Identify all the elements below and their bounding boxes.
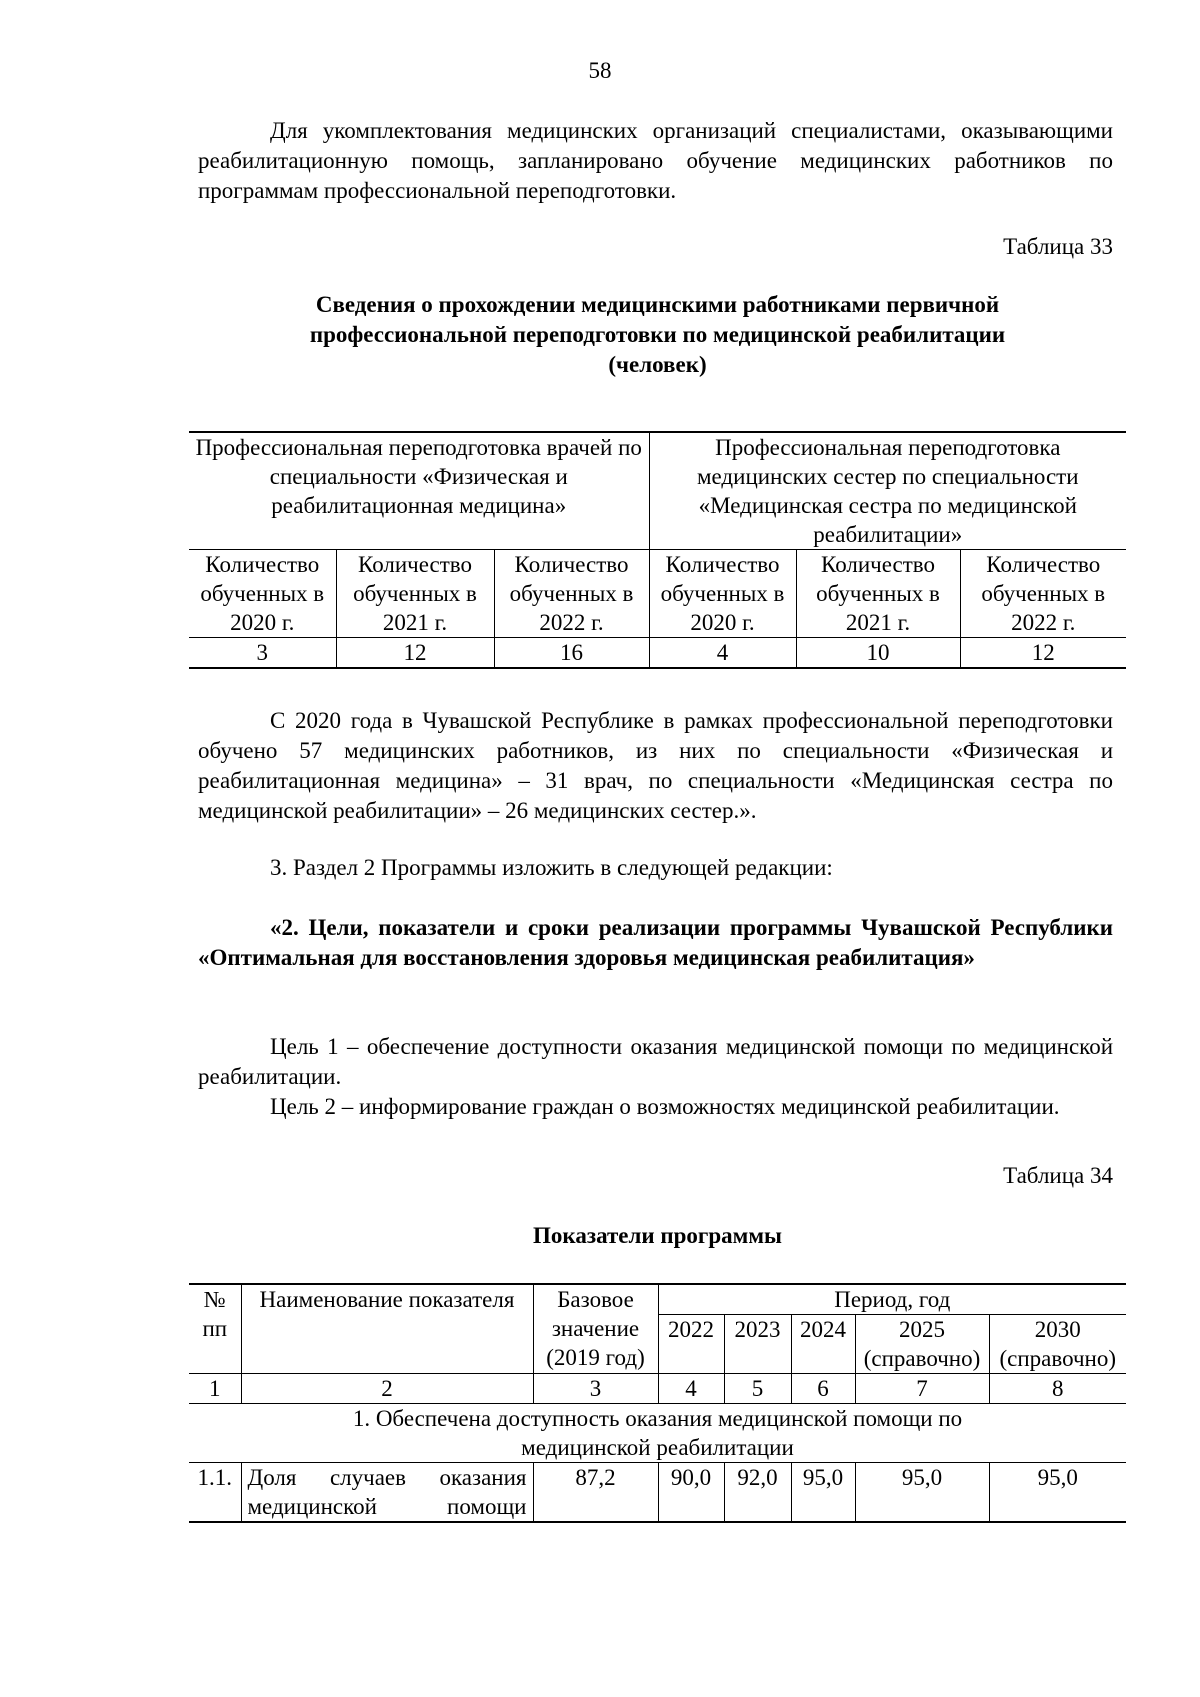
table-34-header-num: № пп: [189, 1284, 241, 1374]
table-33-column-header: Количество обученных в 2021 г.: [336, 550, 494, 638]
table-34-label: Таблица 34: [1003, 1163, 1113, 1188]
table-33-column-header: Количество обученных в 2021 г.: [796, 550, 960, 638]
table-34-section-row: [189, 1404, 1126, 1463]
table-33-label: Таблица 33: [1003, 234, 1113, 259]
table-33-group-row: [189, 432, 1126, 550]
table-34-year-header: 2030 (справочно): [989, 1315, 1126, 1374]
goal-1: Цель 1 – обеспечение доступности оказания медицинской помощи по медицинской реабилитации.: [198, 1034, 1113, 1089]
table-33-group-header: Профессиональная переподготовка врачей по специальности «Физическая и реабилитационная медицина»: [189, 432, 649, 550]
table-34-index-cell: 6: [791, 1374, 855, 1404]
table-34-index-row: [189, 1374, 1126, 1404]
table-34-index-cell: 7: [855, 1374, 989, 1404]
table-33-cell: 16: [494, 638, 649, 669]
table-33-group-header: Профессиональная переподготовка медицинских сестер по специальности «Медицинская сестра по медицинской реабилитации»: [649, 432, 1126, 550]
table-34-title: Показатели программы: [533, 1223, 782, 1248]
table-34-data-row: [189, 1463, 1126, 1523]
table-34: [189, 1283, 1126, 1523]
table-33-title-line: профессиональной переподготовки по медицинской реабилитации: [309, 322, 1006, 347]
table-34-index-cell: 5: [724, 1374, 791, 1404]
goal-2: Цель 2 – информирование граждан о возможностях медицинской реабилитации.: [270, 1094, 1060, 1119]
table-34-row-2024: 95,0: [791, 1463, 855, 1523]
table-33-value-row: [189, 638, 1126, 669]
table-34-index-cell: 2: [241, 1374, 533, 1404]
table-34-header-name: Наименование показателя: [241, 1284, 533, 1374]
table-33-column-header: Количество обученных в 2020 г.: [189, 550, 336, 638]
table-34-header-period: Период, год: [658, 1284, 1126, 1315]
table-34-index-cell: 8: [989, 1374, 1126, 1404]
table-34-header-base: Базовое значение (2019 год): [533, 1284, 658, 1374]
table-33-column-header: Количество обученных в 2022 г.: [494, 550, 649, 638]
table-34-year-header: 2025 (справочно): [855, 1315, 989, 1374]
table-34-row-2025: 95,0: [855, 1463, 989, 1523]
table-33-title-line: Сведения о прохождении медицинскими работниками первичной: [315, 292, 1000, 317]
table-34-year-header: 2024: [791, 1315, 855, 1374]
table-34-year-header: 2023: [724, 1315, 791, 1374]
table-34-row-2030: 95,0: [989, 1463, 1126, 1523]
table-34-row-2022: 90,0: [658, 1463, 724, 1523]
table-33-column-header: Количество обученных в 2022 г.: [960, 550, 1126, 638]
table-34-index-cell: 4: [658, 1374, 724, 1404]
paragraph-trained-count: С 2020 года в Чувашской Республике в рамках профессиональной переподготовки обучено 57 медицинских работников, из них по специальности «Физическая и реабилитационная медицина» – 31 врач, по специальности «Медицинская сестра по медицинской реабилитации» – 26 медицинских сестер.».: [198, 708, 1113, 823]
page-number: 58: [588, 58, 612, 83]
table-34-section-title: 1. Обеспечена доступность оказания медицинской помощи по медицинской реабилитации: [189, 1404, 1126, 1463]
table-33-cell: 3: [189, 638, 336, 669]
table-34-index-cell: 3: [533, 1374, 658, 1404]
table-34-index-cell: 1: [189, 1374, 241, 1404]
table-33-title: [189, 290, 1126, 380]
table-34-row-num: 1.1.: [189, 1463, 241, 1523]
table-33-cell: 10: [796, 638, 960, 669]
table-33-cell: 4: [649, 638, 796, 669]
table-33-cell: 12: [336, 638, 494, 669]
table-34-header-row: [189, 1284, 1126, 1315]
table-33-cell: 12: [960, 638, 1126, 669]
paragraph-section-instruction: 3. Раздел 2 Программы изложить в следующей редакции:: [270, 855, 833, 880]
table-34-row-base: 87,2: [533, 1463, 658, 1523]
table-33-column-row: [189, 550, 1126, 638]
table-33-column-header: Количество обученных в 2020 г.: [649, 550, 796, 638]
table-34-row-name: Доля случаев оказания медицинской помощи: [241, 1463, 533, 1523]
table-33-title-line: (человек): [608, 352, 707, 377]
table-33: [189, 431, 1126, 669]
table-34-year-header: 2022: [658, 1315, 724, 1374]
section-heading: «2. Цели, показатели и сроки реализации программы Чувашской Республики «Оптимальная для восстановления здоровья медицинская реабилитация»: [198, 915, 1113, 970]
intro-paragraph: Для укомплектования медицинских организаций специалистами, оказывающими реабилитационную помощь, запланировано обучение медицинских работников по программам профессиональной переподготовки.: [198, 118, 1113, 203]
table-34-row-2023: 92,0: [724, 1463, 791, 1523]
